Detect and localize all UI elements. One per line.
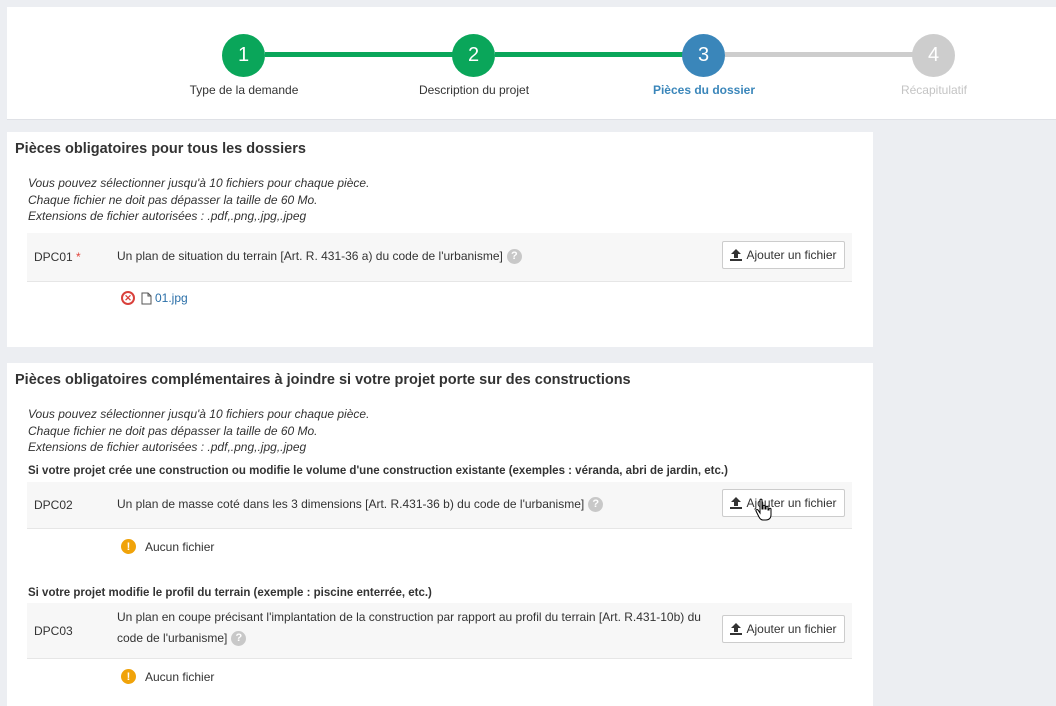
piece-code: DPC02 (34, 498, 73, 512)
add-file-button-label: Ajouter un fichier (746, 622, 837, 636)
add-file-button[interactable] (722, 241, 845, 269)
step-connector-1-2 (265, 52, 475, 57)
upload-icon (730, 497, 742, 509)
note-max-size: Chaque fichier ne doit pas dépasser la taille de 60 Mo. (28, 193, 318, 207)
note-max-files: Vous pouvez sélectionner jusqu'à 10 fichiers pour chaque pièce. (28, 176, 370, 190)
upload-icon (730, 623, 742, 635)
note-max-size: Chaque fichier ne doit pas dépasser la taille de 60 Mo. (28, 424, 318, 438)
exclamation-icon: ! (121, 669, 136, 684)
note-extensions: Extensions de fichier autorisées : .pdf,.png,.jpg,.jpeg (28, 209, 307, 223)
question-icon[interactable]: ? (588, 497, 603, 512)
step-3-circle[interactable]: 3 (682, 34, 725, 77)
step-4-circle: 4 (912, 34, 955, 77)
add-file-button-label: Ajouter un fichier (746, 496, 837, 510)
note-extensions: Extensions de fichier autorisées : .pdf,.png,.jpg,.jpeg (28, 440, 307, 454)
add-file-button-label: Ajouter un fichier (746, 248, 837, 262)
file-icon (141, 292, 152, 305)
step-2-label[interactable]: Description du projet (418, 83, 530, 97)
piece-code-text: DPC01 (34, 250, 73, 264)
section-required-pieces (7, 132, 873, 347)
section-title: Pièces obligatoires pour tous les dossiers (15, 141, 306, 157)
step-1-label[interactable]: Type de la demande (189, 83, 299, 97)
piece-row-dpc02 (27, 482, 852, 529)
question-icon[interactable]: ? (507, 249, 522, 264)
note-max-files: Vous pouvez sélectionner jusqu'à 10 fichiers pour chaque pièce. (28, 407, 370, 421)
group-heading-construction: Si votre projet crée une construction ou modifie le volume d'une construction existante (exemples : véranda, abri de jardin, etc.) (28, 465, 728, 477)
piece-code: DPC03 (34, 624, 73, 638)
piece-description (117, 494, 603, 515)
uploaded-file (121, 291, 188, 305)
step-connector-3-4 (725, 52, 935, 57)
piece-description-text: Un plan de masse coté dans les 3 dimensions [Art. R.431-36 b) du code de l'urbanisme] (117, 497, 585, 511)
group-heading-terrain: Si votre projet modifie le profil du terrain (exemple : piscine enterrée, etc.) (28, 587, 432, 599)
step-1-circle[interactable]: 1 (222, 34, 265, 77)
piece-description (117, 246, 522, 267)
piece-description-line1: Un plan en coupe précisant l'implantation de la construction par rapport au profil du terrain [Art. R.431-10b) du (117, 610, 701, 624)
question-icon[interactable]: ? (231, 631, 246, 646)
delete-icon[interactable]: ✕ (121, 291, 135, 305)
step-2-circle[interactable]: 2 (452, 34, 495, 77)
progress-stepper (7, 7, 1056, 120)
step-3-label[interactable]: Pièces du dossier (652, 83, 756, 97)
hand-cursor-icon (755, 498, 773, 522)
file-status-text: Aucun fichier (145, 539, 215, 554)
upload-icon (730, 249, 742, 261)
file-status (121, 539, 214, 554)
piece-description-line2: code de l'urbanisme] (117, 631, 228, 645)
required-mark: * (76, 250, 81, 264)
file-name[interactable]: 01.jpg (155, 291, 188, 305)
step-4-label: Récapitulatif (900, 83, 968, 97)
piece-description-line2-wrap (117, 628, 701, 649)
section-complementary-pieces (7, 363, 873, 706)
add-file-button[interactable] (722, 615, 845, 643)
add-file-button[interactable] (722, 489, 845, 517)
piece-row-dpc01 (27, 233, 852, 282)
piece-row-dpc03 (27, 603, 852, 659)
file-link[interactable] (141, 291, 188, 305)
file-status (121, 669, 214, 684)
piece-description-text: Un plan de situation du terrain [Art. R. 431-36 a) du code de l'urbanisme] (117, 249, 503, 263)
exclamation-icon: ! (121, 539, 136, 554)
piece-code (34, 250, 81, 264)
piece-description (117, 607, 701, 649)
file-status-text: Aucun fichier (145, 669, 215, 684)
section-title: Pièces obligatoires complémentaires à joindre si votre projet porte sur des constructions (15, 372, 631, 388)
step-connector-2-3 (495, 52, 705, 57)
